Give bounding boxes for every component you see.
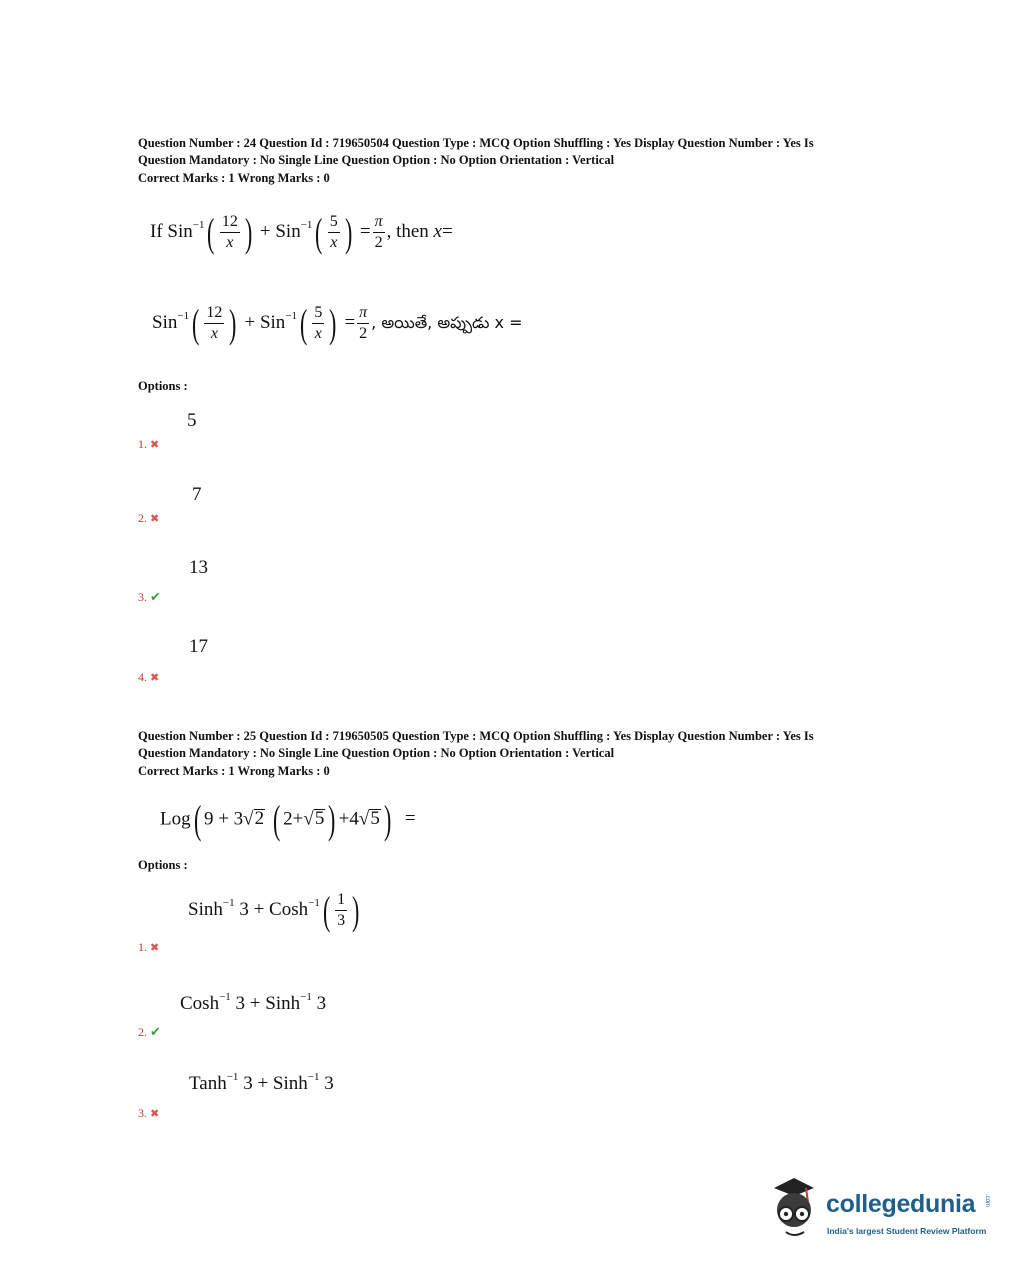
option-number: 1. (138, 940, 147, 954)
question-25-equation: Log( 9 + 3√2 ( 2+√5) +4√5) = (160, 797, 416, 842)
option-value: 17 (189, 636, 208, 657)
mascot-icon (766, 1176, 824, 1244)
radical-icon: √ (243, 808, 254, 830)
sin-fn: Sin (167, 220, 193, 242)
brand-name: collegedunia (826, 1190, 976, 1218)
meta-line: Question Mandatory : No Single Line Question Option : No Option Orientation : Vertical (138, 152, 615, 167)
option-marker (138, 668, 159, 686)
sin-fn: Sin (275, 220, 301, 242)
sin-fn: Sin (152, 311, 178, 333)
brand-tagline: India's largest Student Review Platform (827, 1226, 987, 1236)
fraction: $\frac{12}{x}$ (206, 304, 223, 342)
inverse-exp: −1 (300, 218, 313, 231)
fraction: $\frac{1}{3}$ (337, 891, 346, 929)
fraction: $\frac{12}{x}$ (221, 213, 238, 251)
fraction: $\frac{5}{x}$ (314, 304, 323, 342)
options-label: Options : (138, 858, 188, 872)
then-word: , then (386, 220, 429, 242)
option-value: 7 (192, 484, 202, 505)
option-marker (138, 1104, 159, 1122)
options-label: Options : (138, 379, 188, 393)
option-value: Cosh$^{-1}$ 3 + Sinh$^{-1}$ 3 (180, 991, 327, 1014)
radical-icon: √ (358, 808, 370, 830)
radical-icon: √ (303, 808, 314, 830)
check-icon: ✔ (150, 1024, 161, 1039)
option-marker (138, 1023, 161, 1041)
question-24-english: If Sin$^{-1}$( $\frac{12}{x}$ ) + Sin$^{-1}$( $\frac{5}{x}$ ) = $\frac{\pi}{2}$ , then x= (150, 209, 453, 255)
question-25-meta (138, 728, 898, 780)
cross-icon: ✖ (150, 1108, 160, 1120)
option-number: 3. (138, 1106, 147, 1120)
option-marker (138, 435, 159, 453)
option-marker (138, 509, 159, 527)
plus-sign: + (259, 220, 271, 242)
meta-line: Correct Marks : 1 Wrong Marks : 0 (138, 764, 330, 778)
option-number: 2. (138, 1025, 147, 1039)
fraction: $\frac{\pi}{2}$ (374, 213, 383, 251)
cross-icon: ✖ (150, 439, 160, 451)
meta-line: Question Mandatory : No Single Line Question Option : No Option Orientation : Vertical (138, 745, 615, 760)
check-icon: ✔ (150, 589, 161, 604)
option-number: 1. (138, 437, 147, 451)
fraction: $\frac{5}{x}$ (329, 213, 338, 251)
option-number: 4. (138, 670, 147, 684)
variable-x: x (433, 220, 442, 242)
cross-icon: ✖ (150, 672, 160, 684)
inverse-exp: −1 (192, 218, 205, 231)
collegedunia-logo[interactable] (766, 1176, 996, 1246)
option-value: Tanh$^{-1}$ 3 + Sinh$^{-1}$ 3 (189, 1071, 334, 1094)
option-value: Sinh$^{-1}$ 3 + Cosh$^{-1}$( $\frac{1}{3}$ ) (188, 887, 360, 933)
meta-line: Correct Marks : 1 Wrong Marks : 0 (138, 171, 330, 185)
if-word: If (150, 220, 163, 242)
option-value: 13 (189, 557, 208, 578)
question-24-telugu: Sin$^{-1}$( $\frac{12}{x}$ ) + Sin$^{-1}$( $\frac{5}{x}$ ) = $\frac{\pi}{2}$ , అయితే, అప్పుడు x = (152, 300, 523, 346)
cross-icon: ✖ (150, 513, 160, 525)
meta-line: Question Number : 25 Question Id : 719650505 Question Type : MCQ Option Shuffling : Yes Display Question Number : Yes Is (138, 729, 814, 743)
brand-dotcom: .com (984, 1194, 990, 1208)
cross-icon: ✖ (150, 942, 160, 954)
option-number: 3. (138, 590, 147, 604)
equals-sign: = (359, 220, 371, 242)
sin-fn: Sin (259, 311, 286, 333)
option-marker (138, 938, 159, 956)
option-marker (138, 588, 161, 606)
question-24-meta (138, 135, 898, 187)
option-number: 2. (138, 511, 147, 525)
log-fn: Log (160, 808, 191, 830)
option-value: 5 (187, 410, 197, 431)
telugu-text: , అయితే, అప్పుడు x = (371, 312, 523, 332)
fraction: $\frac{\pi}{2}$ (359, 304, 368, 342)
meta-line: Question Number : 24 Question Id : 719650504 Question Type : MCQ Option Shuffling : Yes Display Question Number : Yes Is (138, 136, 814, 150)
